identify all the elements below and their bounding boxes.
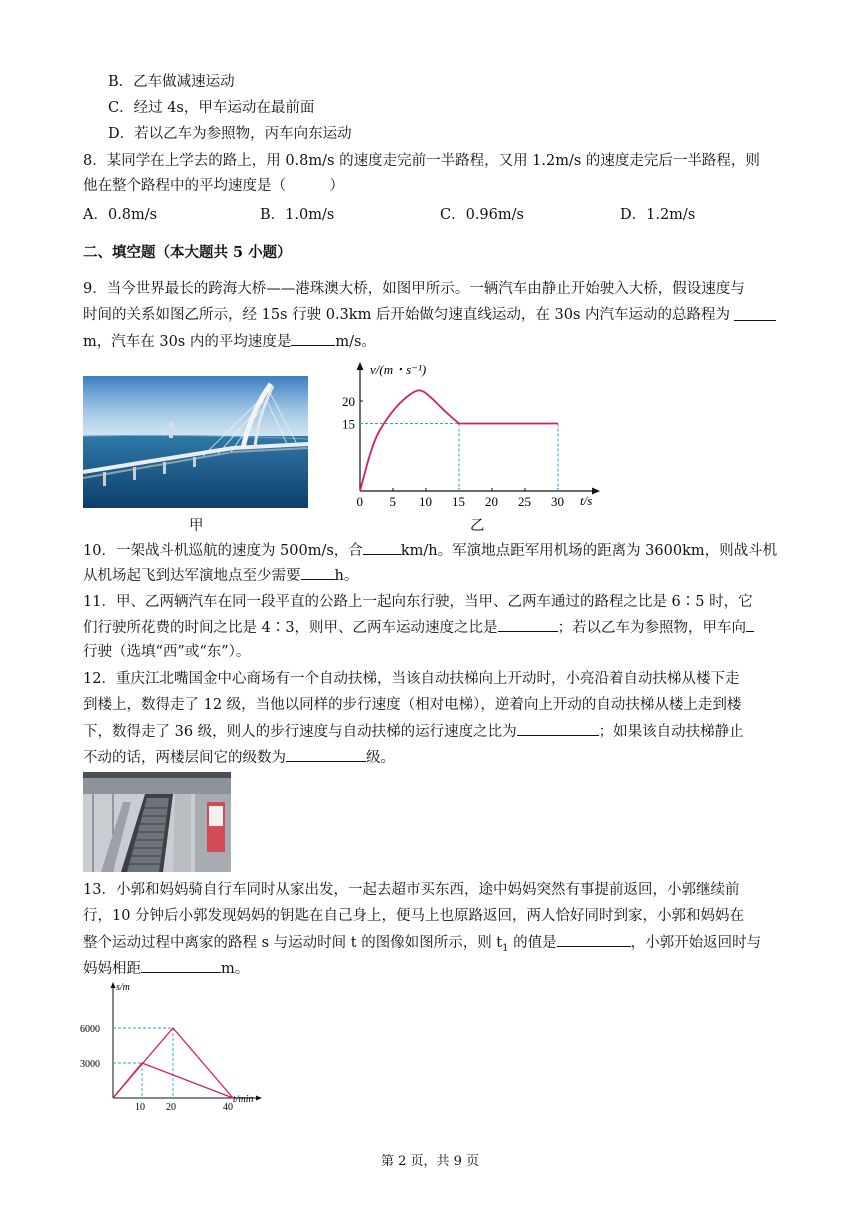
q13-blank-t1 bbox=[557, 932, 631, 947]
section-title: 二、填空题（本大题共 5 小题） bbox=[83, 244, 292, 261]
q10-stem-line2 bbox=[83, 565, 358, 586]
q10-stem-line1 bbox=[83, 540, 777, 561]
x-tick-20: 20 bbox=[166, 1102, 176, 1113]
q12-stem-line4 bbox=[83, 747, 395, 768]
q11-blank-ratio bbox=[498, 617, 558, 632]
x-tick-label-15: 15 bbox=[452, 494, 465, 509]
q8-stem-line1: 8．某同学在上学去的路上，用 0.8m/s 的速度走完前一半路程，又用 1.2m/s 的速度走完后一半路程，则 bbox=[83, 153, 760, 169]
x-tick-label-0: 0 bbox=[356, 494, 363, 509]
distance-time-graph bbox=[80, 978, 270, 1116]
x-tick-label-20: 20 bbox=[485, 494, 498, 509]
y-tick-label-20: 20 bbox=[342, 394, 355, 409]
q10-text-b: km/h。军演地点距军用机场的距离为 3600km，则战斗机 bbox=[400, 543, 778, 559]
q13-text-d: 妈妈相距 bbox=[83, 961, 141, 977]
y-tick-6000: 6000 bbox=[80, 1024, 100, 1035]
y-tick-label-15: 15 bbox=[342, 416, 355, 432]
y-axis-label: s/m bbox=[116, 982, 130, 993]
q12-blank-ratio bbox=[517, 721, 599, 736]
bridge-photo bbox=[83, 376, 308, 508]
q9-stem-line1: 9．当今世界最长的跨海大桥——港珠澳大桥，如图甲所示。一辆汽车由静止开始驶入大桥，假设速度与 bbox=[83, 281, 745, 297]
q10-text-d: h。 bbox=[334, 568, 359, 584]
q8-option-a: A．0.8m/s bbox=[83, 207, 158, 223]
q11-blank-direction bbox=[746, 617, 754, 632]
y-axis-arrow bbox=[111, 982, 116, 988]
q12-stem-line3 bbox=[83, 721, 744, 742]
q9-blank-speed bbox=[291, 331, 335, 346]
q9-stem-line3 bbox=[83, 331, 376, 352]
q7-option-c: C．经过 4s，甲车运动在最前面 bbox=[108, 100, 315, 116]
q8-stem-line2: 他在整个路程中的平均速度是（ ） bbox=[83, 178, 344, 194]
q12-text-d: 级。 bbox=[366, 750, 395, 766]
escalator-photo bbox=[83, 772, 231, 872]
x-axis-arrow bbox=[256, 1096, 262, 1101]
q8-option-c: C．0.96m/s bbox=[440, 207, 524, 223]
q10-text-a: 10．一架战斗机巡航的速度为 500m/s，合 bbox=[83, 543, 363, 559]
x-tick-label-30: 30 bbox=[551, 494, 564, 509]
q13-stem-line2: 行，10 分钟后小郭发现妈妈的钥匙在自己身上，便马上也原路返回，两人恰好同时到家，小郭和妈妈在 bbox=[83, 908, 745, 924]
q13-text-e: m。 bbox=[221, 961, 250, 977]
q7-option-b: B．乙车做减速运动 bbox=[108, 74, 235, 90]
q11-text-b: ；若以乙车为参照物，甲车向 bbox=[557, 620, 747, 636]
q13-blank-distance bbox=[141, 958, 221, 973]
bridge-illustration bbox=[83, 376, 308, 508]
q12-text-a: 下，数得走了 36 级，则人的步行速度与自动扶梯的运行速度之比为 bbox=[83, 724, 517, 740]
escalator-illustration bbox=[83, 772, 231, 872]
x-tick-40: 40 bbox=[223, 1102, 233, 1113]
q12-stem-line2: 到楼上，数得走了 12 级，当他以同样的步行速度（相对电梯），逆着向上开动的自动扶梯从楼上走到楼 bbox=[83, 697, 742, 713]
q13-text-b: 的值是 bbox=[508, 935, 557, 951]
q13-stem-line4 bbox=[83, 958, 249, 979]
q12-stem-line1: 12．重庆江北嘴国金中心商场有一个自动扶梯，当该自动扶梯向上开动时，小亮沿着自动扶梯从楼下走 bbox=[83, 671, 740, 687]
x-tick-label-10: 10 bbox=[419, 494, 432, 509]
q12-blank-steps bbox=[286, 747, 366, 762]
x-tick-label-5: 5 bbox=[389, 494, 396, 509]
q11-text-a: 们行驶所花费的时间之比是 4∶3，则甲、乙两车运动速度之比是 bbox=[83, 620, 498, 636]
q11-stem-line2 bbox=[83, 617, 754, 638]
q9-text-a: m，汽车在 30s 内的平均速度是 bbox=[83, 334, 292, 350]
x-axis-label: t/min bbox=[233, 1094, 254, 1105]
q9-text-b: m/s。 bbox=[335, 334, 376, 350]
q13-subscript: 1 bbox=[502, 942, 509, 954]
x-axis-label: t/s bbox=[580, 493, 593, 508]
y-tick-3000: 3000 bbox=[80, 1059, 100, 1070]
q13-text-c: ，小郭开始返回时与 bbox=[630, 935, 762, 951]
q13-text-a: 整个运动过程中离家的路程 s 与运动时间 t 的图像如图所示，则 t bbox=[83, 935, 503, 951]
q8-option-d: D．1.2m/s bbox=[620, 207, 696, 223]
q13-stem-line1: 13．小郭和妈妈骑自行车同时从家出发，一起去超市买东西，途中妈妈突然有事提前返回，小郭继续前 bbox=[83, 882, 740, 898]
q9-stem-line2: 时间的关系如图乙所示，经 15s 行驶 0.3km 后开始做匀速直线运动，在 30s 内汽车运动的总路程为 bbox=[83, 307, 731, 323]
q11-stem-line1: 11．甲、乙两辆汽车在同一段平直的公路上一起向东行驶，当甲、乙两车通过的路程之比是 6∶5 时，它 bbox=[83, 594, 753, 610]
q9-blank-distance bbox=[734, 306, 776, 321]
x-tick-10: 10 bbox=[135, 1102, 145, 1113]
x-axis-arrow bbox=[592, 488, 600, 495]
q10-blank-hours bbox=[301, 565, 335, 580]
page-number: 第 2 页，共 9 页 bbox=[380, 1154, 480, 1169]
q7-option-d: D．若以乙车为参照物，丙车向东运动 bbox=[108, 126, 352, 142]
q12-text-c: 不动的话，两楼层间它的级数为 bbox=[83, 750, 286, 766]
q10-blank-kmh bbox=[363, 540, 401, 555]
velocity-time-graph bbox=[330, 358, 610, 530]
y-axis-label: v/(m・s⁻¹) bbox=[370, 362, 427, 377]
q11-stem-line3: 行驶（选填“西”或“东”）。 bbox=[83, 644, 251, 660]
q8-option-b: B．1.0m/s bbox=[260, 207, 335, 223]
q13-stem-line3 bbox=[83, 932, 761, 959]
x-tick-label-25: 25 bbox=[518, 494, 531, 509]
caption-jia: 甲 bbox=[189, 518, 204, 534]
q12-text-b: ；如果该自动扶梯静止 bbox=[598, 724, 744, 740]
caption-yi: 乙 bbox=[470, 518, 485, 534]
q10-text-c: 从机场起飞到达军演地点至少需要 bbox=[83, 568, 301, 584]
y-axis-arrow bbox=[357, 362, 364, 370]
